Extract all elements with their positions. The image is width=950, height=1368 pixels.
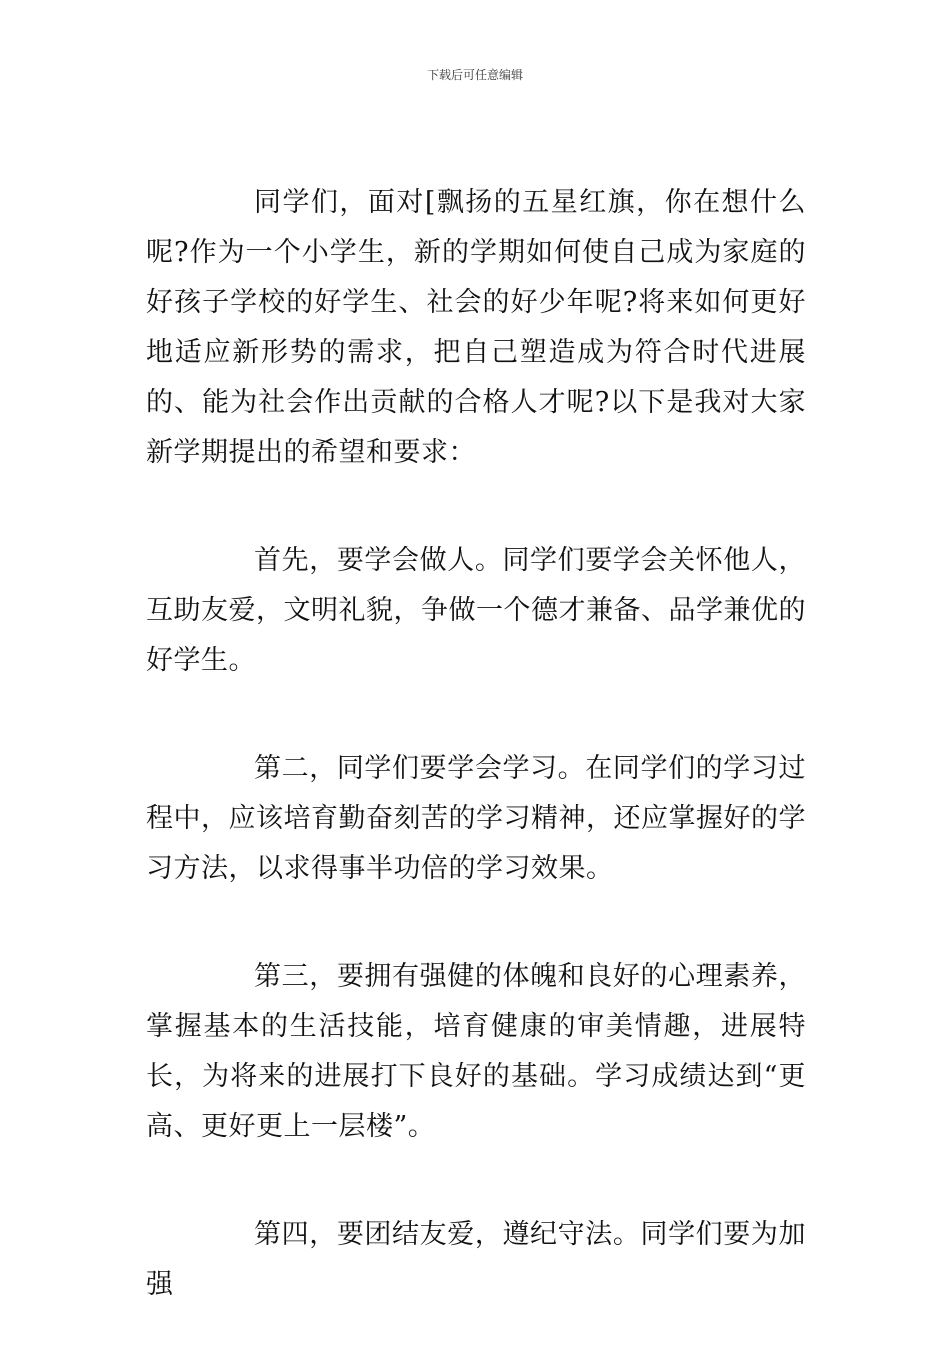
- paragraph-3: 第二，同学们要学会学习。在同学们的学习过程中，应该培育勤奋刻苦的学习精神，还应掌握好的学习方法，以求得事半功倍的学习效果。: [146, 753, 806, 884]
- document-body: [146, 178, 806, 1368]
- paragraph-2: 首先，要学会做人。同学们要学会关怀他人，互助友爱，文明礼貌，争做一个德才兼备、品学兼优的好学生。: [146, 545, 806, 676]
- paragraph-1: 同学们，面对[飘扬的五星红旗，你在想什么呢?作为一个小学生，新的学期如何使自己成为家庭的好孩子学校的好学生、社会的好少年呢?将来如何更好地适应新形势的需求，把自己塑造成为符合时代进展的、能为社会作出贡献的合格人才呢?以下是我对大家新学期提出的希望和要求：: [146, 187, 806, 468]
- paragraph-5: 第四，要团结友爱，遵纪守法。同学们要为加强: [146, 1219, 806, 1300]
- header-note: 下载后可任意编辑: [426, 68, 523, 82]
- paragraph-4: 第三，要拥有强健的体魄和良好的心理素养，掌握基本的生活技能，培育健康的审美情趣，进展特长，为将来的进展打下良好的基础。学习成绩达到“更高、更好更上一层楼”。: [146, 961, 806, 1142]
